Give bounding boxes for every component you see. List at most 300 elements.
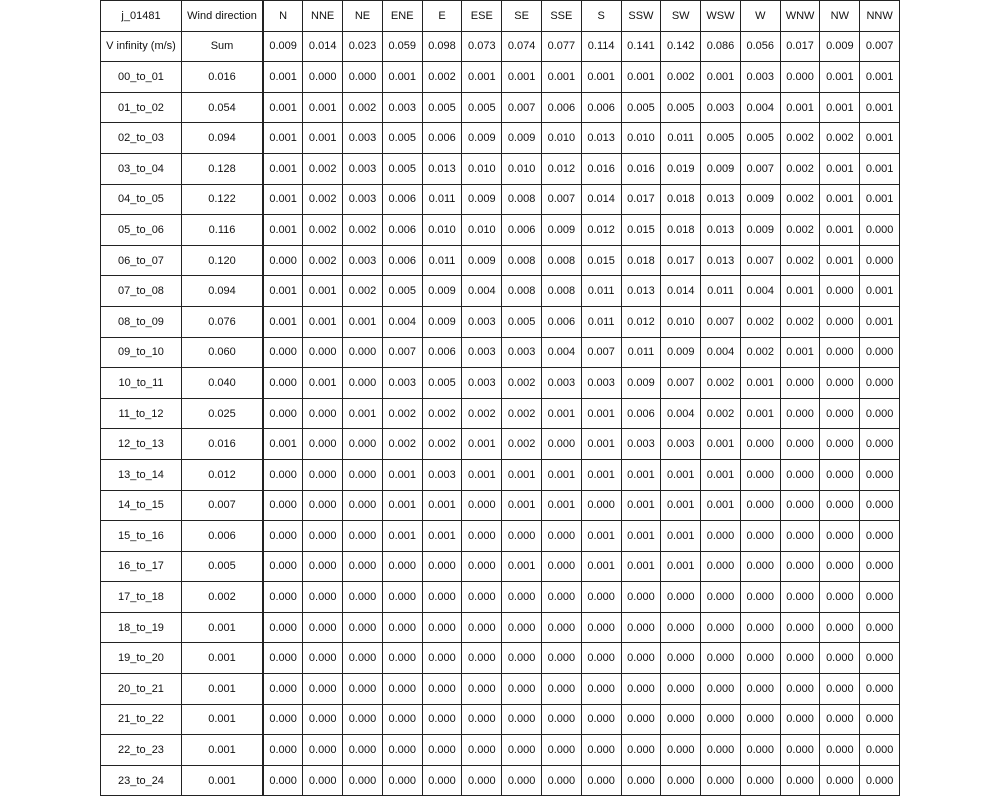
frequency-cell: 0.003 bbox=[343, 245, 383, 276]
frequency-cell: 0.001 bbox=[820, 92, 860, 123]
frequency-cell: 0.005 bbox=[422, 368, 462, 399]
frequency-cell: 0.000 bbox=[621, 643, 661, 674]
frequency-cell: 0.000 bbox=[661, 582, 701, 613]
frequency-cell: 0.010 bbox=[462, 153, 502, 184]
frequency-cell: 0.003 bbox=[343, 123, 383, 154]
frequency-cell: 0.001 bbox=[820, 215, 860, 246]
speed-bin-label: 21_to_22 bbox=[101, 704, 182, 735]
frequency-cell: 0.000 bbox=[820, 337, 860, 368]
frequency-cell: 0.009 bbox=[661, 337, 701, 368]
frequency-cell: 0.001 bbox=[860, 123, 900, 154]
frequency-cell: 0.003 bbox=[621, 429, 661, 460]
frequency-cell: 0.000 bbox=[740, 429, 780, 460]
table-row bbox=[101, 306, 900, 337]
frequency-cell: 0.001 bbox=[303, 123, 343, 154]
speed-bin-label: 08_to_09 bbox=[101, 306, 182, 337]
frequency-cell: 0.006 bbox=[422, 123, 462, 154]
frequency-cell: 0.001 bbox=[820, 153, 860, 184]
speed-bin-sum: 0.116 bbox=[182, 215, 264, 246]
frequency-cell: 0.000 bbox=[860, 674, 900, 705]
frequency-cell: 0.001 bbox=[303, 92, 343, 123]
frequency-cell: 0.000 bbox=[422, 612, 462, 643]
frequency-cell: 0.000 bbox=[820, 368, 860, 399]
sum-header: Sum bbox=[182, 31, 264, 62]
frequency-cell: 0.001 bbox=[581, 398, 621, 429]
direction-header-nne: NNE bbox=[303, 1, 343, 32]
frequency-cell: 0.002 bbox=[780, 153, 820, 184]
frequency-cell: 0.000 bbox=[382, 612, 422, 643]
frequency-cell: 0.011 bbox=[581, 306, 621, 337]
frequency-cell: 0.001 bbox=[303, 368, 343, 399]
frequency-cell: 0.006 bbox=[422, 337, 462, 368]
frequency-cell: 0.005 bbox=[621, 92, 661, 123]
frequency-cell: 0.009 bbox=[621, 368, 661, 399]
direction-header-ne: NE bbox=[343, 1, 383, 32]
direction-header-se: SE bbox=[502, 1, 542, 32]
frequency-cell: 0.000 bbox=[263, 582, 303, 613]
frequency-cell: 0.001 bbox=[701, 459, 741, 490]
speed-bin-sum: 0.012 bbox=[182, 459, 264, 490]
speed-bin-sum: 0.001 bbox=[182, 612, 264, 643]
speed-bin-label: 22_to_23 bbox=[101, 735, 182, 766]
speed-bin-sum: 0.007 bbox=[182, 490, 264, 521]
frequency-cell: 0.001 bbox=[382, 62, 422, 93]
frequency-cell: 0.000 bbox=[740, 612, 780, 643]
frequency-cell: 0.000 bbox=[820, 735, 860, 766]
frequency-cell: 0.000 bbox=[780, 674, 820, 705]
frequency-cell: 0.002 bbox=[343, 276, 383, 307]
table-row bbox=[101, 62, 900, 93]
frequency-cell: 0.000 bbox=[502, 704, 542, 735]
frequency-cell: 0.001 bbox=[541, 490, 581, 521]
frequency-cell: 0.000 bbox=[422, 582, 462, 613]
frequency-cell: 0.000 bbox=[303, 62, 343, 93]
frequency-cell: 0.000 bbox=[462, 643, 502, 674]
frequency-cell: 0.002 bbox=[502, 398, 542, 429]
frequency-cell: 0.017 bbox=[621, 184, 661, 215]
frequency-cell: 0.000 bbox=[502, 521, 542, 552]
frequency-cell: 0.010 bbox=[422, 215, 462, 246]
frequency-cell: 0.000 bbox=[263, 398, 303, 429]
frequency-cell: 0.003 bbox=[422, 459, 462, 490]
frequency-cell: 0.000 bbox=[382, 765, 422, 796]
frequency-cell: 0.000 bbox=[661, 643, 701, 674]
frequency-cell: 0.002 bbox=[701, 398, 741, 429]
frequency-cell: 0.001 bbox=[462, 62, 502, 93]
speed-bin-sum: 0.006 bbox=[182, 521, 264, 552]
direction-header: Wind direction bbox=[182, 1, 264, 32]
speed-bin-sum: 0.025 bbox=[182, 398, 264, 429]
speed-bin-sum: 0.120 bbox=[182, 245, 264, 276]
frequency-cell: 0.000 bbox=[581, 582, 621, 613]
frequency-cell: 0.001 bbox=[780, 92, 820, 123]
frequency-cell: 0.009 bbox=[740, 184, 780, 215]
frequency-cell: 0.000 bbox=[422, 551, 462, 582]
speed-bin-label: 13_to_14 bbox=[101, 459, 182, 490]
frequency-cell: 0.000 bbox=[860, 490, 900, 521]
frequency-cell: 0.005 bbox=[502, 306, 542, 337]
frequency-cell: 0.009 bbox=[422, 276, 462, 307]
frequency-cell: 0.002 bbox=[303, 153, 343, 184]
frequency-cell: 0.001 bbox=[462, 429, 502, 460]
table-row bbox=[101, 612, 900, 643]
frequency-cell: 0.001 bbox=[701, 62, 741, 93]
frequency-cell: 0.000 bbox=[780, 704, 820, 735]
frequency-cell: 0.000 bbox=[780, 398, 820, 429]
speed-bin-label: 17_to_18 bbox=[101, 582, 182, 613]
frequency-cell: 0.000 bbox=[740, 490, 780, 521]
frequency-cell: 0.000 bbox=[820, 551, 860, 582]
frequency-cell: 0.013 bbox=[581, 123, 621, 154]
speed-bin-label: 05_to_06 bbox=[101, 215, 182, 246]
frequency-cell: 0.000 bbox=[541, 735, 581, 766]
frequency-cell: 0.000 bbox=[701, 612, 741, 643]
frequency-cell: 0.007 bbox=[581, 337, 621, 368]
frequency-cell: 0.012 bbox=[581, 215, 621, 246]
table-row bbox=[101, 123, 900, 154]
frequency-cell: 0.000 bbox=[462, 735, 502, 766]
frequency-cell: 0.014 bbox=[661, 276, 701, 307]
frequency-cell: 0.000 bbox=[740, 551, 780, 582]
frequency-cell: 0.000 bbox=[382, 735, 422, 766]
frequency-cell: 0.000 bbox=[462, 704, 502, 735]
frequency-cell: 0.002 bbox=[780, 306, 820, 337]
frequency-cell: 0.000 bbox=[541, 612, 581, 643]
speed-bin-sum: 0.128 bbox=[182, 153, 264, 184]
frequency-cell: 0.002 bbox=[343, 92, 383, 123]
frequency-cell: 0.001 bbox=[541, 398, 581, 429]
frequency-cell: 0.004 bbox=[701, 337, 741, 368]
frequency-cell: 0.001 bbox=[820, 184, 860, 215]
frequency-cell: 0.019 bbox=[661, 153, 701, 184]
frequency-cell: 0.000 bbox=[860, 735, 900, 766]
frequency-cell: 0.016 bbox=[581, 153, 621, 184]
frequency-cell: 0.000 bbox=[343, 368, 383, 399]
frequency-cell: 0.001 bbox=[780, 276, 820, 307]
frequency-cell: 0.001 bbox=[382, 521, 422, 552]
frequency-cell: 0.000 bbox=[740, 459, 780, 490]
frequency-cell: 0.012 bbox=[621, 306, 661, 337]
frequency-cell: 0.001 bbox=[860, 92, 900, 123]
speed-bin-label: 10_to_11 bbox=[101, 368, 182, 399]
frequency-cell: 0.000 bbox=[780, 643, 820, 674]
frequency-cell: 0.000 bbox=[422, 674, 462, 705]
direction-header-wsw: WSW bbox=[701, 1, 741, 32]
speed-bin-label: 06_to_07 bbox=[101, 245, 182, 276]
frequency-cell: 0.000 bbox=[581, 674, 621, 705]
speed-bin-sum: 0.016 bbox=[182, 429, 264, 460]
frequency-cell: 0.004 bbox=[740, 276, 780, 307]
frequency-cell: 0.000 bbox=[462, 765, 502, 796]
frequency-cell: 0.000 bbox=[263, 674, 303, 705]
frequency-cell: 0.000 bbox=[780, 582, 820, 613]
frequency-cell: 0.010 bbox=[462, 215, 502, 246]
frequency-cell: 0.000 bbox=[263, 765, 303, 796]
frequency-cell: 0.000 bbox=[541, 643, 581, 674]
frequency-cell: 0.000 bbox=[820, 765, 860, 796]
speed-bin-label: 18_to_19 bbox=[101, 612, 182, 643]
frequency-cell: 0.000 bbox=[462, 674, 502, 705]
frequency-cell: 0.001 bbox=[661, 551, 701, 582]
frequency-cell: 0.001 bbox=[581, 62, 621, 93]
speed-bin-sum: 0.001 bbox=[182, 765, 264, 796]
frequency-cell: 0.000 bbox=[860, 368, 900, 399]
frequency-cell: 0.008 bbox=[541, 245, 581, 276]
frequency-cell: 0.004 bbox=[541, 337, 581, 368]
speed-bin-sum: 0.001 bbox=[182, 735, 264, 766]
frequency-cell: 0.004 bbox=[661, 398, 701, 429]
frequency-cell: 0.000 bbox=[502, 674, 542, 705]
frequency-cell: 0.001 bbox=[860, 276, 900, 307]
frequency-cell: 0.009 bbox=[422, 306, 462, 337]
frequency-cell: 0.000 bbox=[621, 735, 661, 766]
speed-bin-sum: 0.040 bbox=[182, 368, 264, 399]
frequency-cell: 0.001 bbox=[263, 92, 303, 123]
frequency-cell: 0.000 bbox=[343, 551, 383, 582]
frequency-cell: 0.010 bbox=[541, 123, 581, 154]
frequency-cell: 0.000 bbox=[701, 582, 741, 613]
frequency-cell: 0.000 bbox=[462, 521, 502, 552]
frequency-cell: 0.000 bbox=[581, 612, 621, 643]
frequency-cell: 0.000 bbox=[303, 490, 343, 521]
speed-bin-sum: 0.001 bbox=[182, 704, 264, 735]
frequency-cell: 0.000 bbox=[701, 551, 741, 582]
frequency-cell: 0.000 bbox=[303, 765, 343, 796]
frequency-cell: 0.000 bbox=[860, 551, 900, 582]
direction-header-s: S bbox=[581, 1, 621, 32]
frequency-cell: 0.000 bbox=[343, 765, 383, 796]
frequency-cell: 0.001 bbox=[541, 62, 581, 93]
frequency-cell: 0.007 bbox=[541, 184, 581, 215]
frequency-cell: 0.003 bbox=[343, 184, 383, 215]
frequency-cell: 0.010 bbox=[502, 153, 542, 184]
wind-frequency-table bbox=[100, 0, 900, 796]
speed-bin-sum: 0.060 bbox=[182, 337, 264, 368]
direction-header-nw: NW bbox=[820, 1, 860, 32]
frequency-cell: 0.000 bbox=[860, 398, 900, 429]
frequency-cell: 0.000 bbox=[820, 398, 860, 429]
frequency-cell: 0.000 bbox=[860, 459, 900, 490]
frequency-cell: 0.000 bbox=[740, 582, 780, 613]
table-row bbox=[101, 490, 900, 521]
frequency-cell: 0.000 bbox=[621, 765, 661, 796]
frequency-cell: 0.000 bbox=[303, 521, 343, 552]
frequency-cell: 0.000 bbox=[541, 429, 581, 460]
frequency-cell: 0.002 bbox=[740, 337, 780, 368]
frequency-cell: 0.002 bbox=[303, 215, 343, 246]
frequency-cell: 0.000 bbox=[303, 429, 343, 460]
table-row bbox=[101, 521, 900, 552]
frequency-cell: 0.002 bbox=[740, 306, 780, 337]
frequency-cell: 0.001 bbox=[541, 459, 581, 490]
frequency-cell: 0.008 bbox=[502, 245, 542, 276]
frequency-cell: 0.000 bbox=[343, 612, 383, 643]
frequency-cell: 0.007 bbox=[661, 368, 701, 399]
frequency-cell: 0.000 bbox=[820, 490, 860, 521]
frequency-cell: 0.000 bbox=[780, 368, 820, 399]
frequency-cell: 0.000 bbox=[820, 582, 860, 613]
corner-label: j_01481 bbox=[101, 1, 182, 32]
frequency-cell: 0.000 bbox=[502, 735, 542, 766]
frequency-cell: 0.003 bbox=[541, 368, 581, 399]
frequency-cell: 0.000 bbox=[820, 612, 860, 643]
frequency-cell: 0.000 bbox=[422, 643, 462, 674]
frequency-cell: 0.005 bbox=[382, 276, 422, 307]
frequency-cell: 0.005 bbox=[661, 92, 701, 123]
table-row bbox=[101, 398, 900, 429]
frequency-cell: 0.011 bbox=[701, 276, 741, 307]
frequency-cell: 0.006 bbox=[382, 215, 422, 246]
frequency-cell: 0.005 bbox=[382, 123, 422, 154]
direction-sum: 0.098 bbox=[422, 31, 462, 62]
frequency-cell: 0.004 bbox=[740, 92, 780, 123]
frequency-cell: 0.000 bbox=[502, 643, 542, 674]
frequency-cell: 0.000 bbox=[820, 674, 860, 705]
wind-table-body bbox=[101, 1, 900, 796]
direction-sum: 0.056 bbox=[740, 31, 780, 62]
frequency-cell: 0.001 bbox=[701, 490, 741, 521]
frequency-cell: 0.001 bbox=[422, 521, 462, 552]
speed-bin-label: 04_to_05 bbox=[101, 184, 182, 215]
frequency-cell: 0.000 bbox=[820, 459, 860, 490]
frequency-cell: 0.001 bbox=[820, 62, 860, 93]
speed-bin-label: 12_to_13 bbox=[101, 429, 182, 460]
frequency-cell: 0.000 bbox=[780, 521, 820, 552]
frequency-cell: 0.008 bbox=[502, 184, 542, 215]
frequency-cell: 0.000 bbox=[541, 551, 581, 582]
frequency-cell: 0.001 bbox=[263, 306, 303, 337]
frequency-cell: 0.000 bbox=[820, 429, 860, 460]
frequency-cell: 0.000 bbox=[780, 429, 820, 460]
frequency-cell: 0.004 bbox=[462, 276, 502, 307]
direction-sum: 0.014 bbox=[303, 31, 343, 62]
speed-bin-sum: 0.001 bbox=[182, 674, 264, 705]
speed-bin-label: 11_to_12 bbox=[101, 398, 182, 429]
frequency-cell: 0.000 bbox=[462, 612, 502, 643]
frequency-cell: 0.002 bbox=[382, 398, 422, 429]
frequency-cell: 0.001 bbox=[621, 62, 661, 93]
frequency-cell: 0.002 bbox=[382, 429, 422, 460]
frequency-cell: 0.000 bbox=[303, 674, 343, 705]
frequency-cell: 0.002 bbox=[780, 245, 820, 276]
frequency-cell: 0.009 bbox=[740, 215, 780, 246]
speed-bin-sum: 0.076 bbox=[182, 306, 264, 337]
frequency-cell: 0.008 bbox=[502, 276, 542, 307]
frequency-cell: 0.001 bbox=[860, 306, 900, 337]
table-row bbox=[101, 153, 900, 184]
speed-bin-label: 16_to_17 bbox=[101, 551, 182, 582]
frequency-cell: 0.003 bbox=[661, 429, 701, 460]
frequency-cell: 0.000 bbox=[343, 643, 383, 674]
direction-header-ese: ESE bbox=[462, 1, 502, 32]
table-row bbox=[101, 276, 900, 307]
speed-bin-label: 14_to_15 bbox=[101, 490, 182, 521]
speed-bin-label: 20_to_21 bbox=[101, 674, 182, 705]
speed-bin-label: 03_to_04 bbox=[101, 153, 182, 184]
frequency-cell: 0.000 bbox=[462, 551, 502, 582]
frequency-cell: 0.002 bbox=[701, 368, 741, 399]
table-row bbox=[101, 704, 900, 735]
direction-header-e: E bbox=[422, 1, 462, 32]
frequency-cell: 0.000 bbox=[462, 490, 502, 521]
frequency-cell: 0.000 bbox=[860, 429, 900, 460]
speed-bin-label: 19_to_20 bbox=[101, 643, 182, 674]
speed-bin-sum: 0.094 bbox=[182, 123, 264, 154]
frequency-cell: 0.010 bbox=[661, 306, 701, 337]
frequency-cell: 0.000 bbox=[382, 643, 422, 674]
frequency-cell: 0.002 bbox=[820, 123, 860, 154]
frequency-cell: 0.005 bbox=[422, 92, 462, 123]
direction-header-ene: ENE bbox=[382, 1, 422, 32]
header-row bbox=[101, 1, 900, 32]
frequency-cell: 0.000 bbox=[263, 735, 303, 766]
frequency-cell: 0.002 bbox=[422, 62, 462, 93]
direction-sum: 0.009 bbox=[820, 31, 860, 62]
frequency-cell: 0.000 bbox=[661, 735, 701, 766]
frequency-cell: 0.007 bbox=[502, 92, 542, 123]
speed-bin-sum: 0.122 bbox=[182, 184, 264, 215]
frequency-cell: 0.001 bbox=[740, 398, 780, 429]
frequency-cell: 0.000 bbox=[263, 490, 303, 521]
direction-sum: 0.142 bbox=[661, 31, 701, 62]
frequency-cell: 0.001 bbox=[621, 521, 661, 552]
frequency-cell: 0.015 bbox=[581, 245, 621, 276]
frequency-cell: 0.000 bbox=[740, 765, 780, 796]
direction-sum: 0.114 bbox=[581, 31, 621, 62]
frequency-cell: 0.001 bbox=[502, 62, 542, 93]
frequency-cell: 0.006 bbox=[541, 92, 581, 123]
speed-bin-label: 01_to_02 bbox=[101, 92, 182, 123]
frequency-cell: 0.007 bbox=[701, 306, 741, 337]
frequency-cell: 0.002 bbox=[780, 215, 820, 246]
table-row bbox=[101, 368, 900, 399]
frequency-cell: 0.001 bbox=[820, 245, 860, 276]
frequency-cell: 0.018 bbox=[661, 215, 701, 246]
speed-bin-sum: 0.094 bbox=[182, 276, 264, 307]
direction-sum: 0.009 bbox=[263, 31, 303, 62]
frequency-cell: 0.005 bbox=[382, 153, 422, 184]
frequency-cell: 0.009 bbox=[462, 123, 502, 154]
frequency-cell: 0.001 bbox=[502, 551, 542, 582]
speed-bin-label: 02_to_03 bbox=[101, 123, 182, 154]
frequency-cell: 0.014 bbox=[581, 184, 621, 215]
frequency-cell: 0.000 bbox=[263, 704, 303, 735]
frequency-cell: 0.000 bbox=[343, 521, 383, 552]
frequency-cell: 0.001 bbox=[661, 521, 701, 552]
frequency-cell: 0.001 bbox=[382, 459, 422, 490]
frequency-cell: 0.009 bbox=[541, 215, 581, 246]
frequency-cell: 0.018 bbox=[621, 245, 661, 276]
frequency-cell: 0.001 bbox=[502, 490, 542, 521]
frequency-cell: 0.001 bbox=[860, 153, 900, 184]
frequency-cell: 0.001 bbox=[701, 429, 741, 460]
frequency-cell: 0.000 bbox=[541, 674, 581, 705]
frequency-cell: 0.002 bbox=[303, 245, 343, 276]
frequency-cell: 0.013 bbox=[621, 276, 661, 307]
frequency-cell: 0.001 bbox=[343, 398, 383, 429]
frequency-cell: 0.001 bbox=[581, 429, 621, 460]
frequency-cell: 0.002 bbox=[462, 398, 502, 429]
frequency-cell: 0.000 bbox=[343, 582, 383, 613]
frequency-cell: 0.000 bbox=[621, 674, 661, 705]
frequency-cell: 0.001 bbox=[661, 459, 701, 490]
frequency-cell: 0.000 bbox=[701, 704, 741, 735]
frequency-cell: 0.001 bbox=[740, 368, 780, 399]
frequency-cell: 0.002 bbox=[343, 215, 383, 246]
frequency-cell: 0.003 bbox=[740, 62, 780, 93]
frequency-cell: 0.000 bbox=[263, 551, 303, 582]
frequency-cell: 0.003 bbox=[502, 337, 542, 368]
